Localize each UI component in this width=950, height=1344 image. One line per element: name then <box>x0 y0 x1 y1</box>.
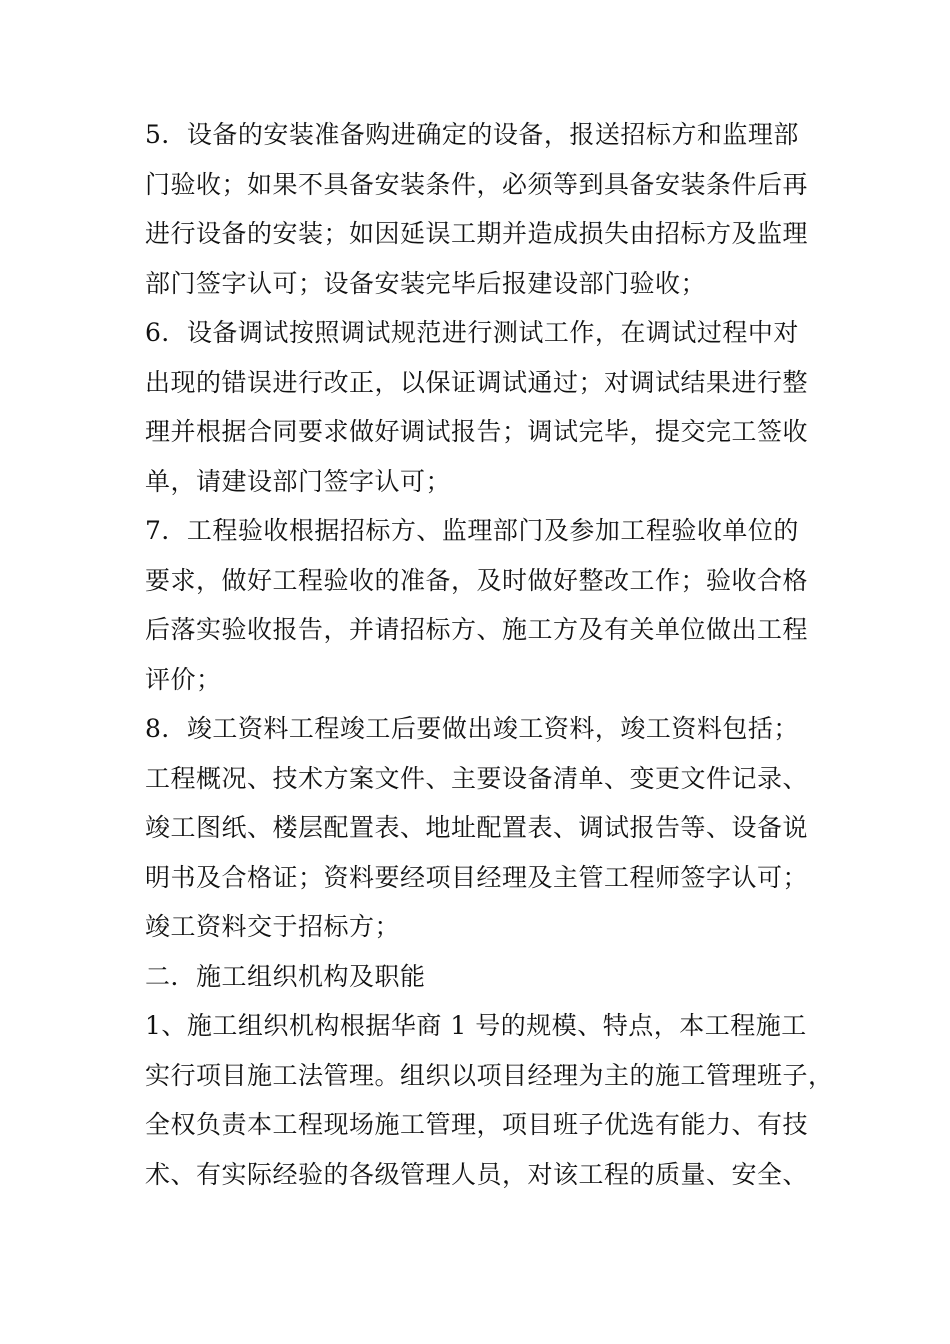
text-line: 理并根据合同要求做好调试报告；调试完毕，提交完工签收 <box>145 417 809 446</box>
text-line: 部门签字认可；设备安装完毕后报建设部门验收； <box>145 269 707 298</box>
text-line: 后落实验收报告，并请招标方、施工方及有关单位做出工程 <box>145 615 809 644</box>
text-line: 8．竣工资料工程竣工后要做出竣工资料，竣工资料包括； <box>145 714 799 743</box>
text-line: 6．设备调试按照调试规范进行测试工作，在调试过程中对 <box>145 318 799 347</box>
text-line: 进行设备的安装；如因延误工期并造成损失由招标方及监理 <box>145 219 809 248</box>
text-line: 1、施工组织机构根据华商 1 号的规模、特点，本工程施工 <box>145 1011 807 1040</box>
text-line: 竣工资料交于招标方； <box>145 912 401 941</box>
text-line: 明书及合格证；资料要经项目经理及主管工程师签字认可； <box>145 863 809 892</box>
text-line: 单，请建设部门签字认可； <box>145 467 452 496</box>
text-line: 要求，做好工程验收的准备，及时做好整改工作；验收合格 <box>145 566 809 595</box>
text-line: 工程概况、技术方案文件、主要设备清单、变更文件记录、 <box>145 764 809 793</box>
text-line: 术、有实际经验的各级管理人员，对该工程的质量、安全、 <box>145 1160 809 1189</box>
section-heading: 二．施工组织机构及职能 <box>145 962 426 991</box>
text-line: 评价； <box>145 665 222 694</box>
text-line: 竣工图纸、楼层配置表、地址配置表、调试报告等、设备说 <box>145 813 809 842</box>
text-line: 门验收；如果不具备安装条件，必须等到具备安装条件后再 <box>145 170 809 199</box>
text-line: 实行项目施工法管理。组织以项目经理为主的施工管理班子， <box>145 1061 834 1090</box>
text-line: 全权负责本工程现场施工管理，项目班子优选有能力、有技 <box>145 1110 809 1139</box>
text-line: 5．设备的安装准备购进确定的设备，报送招标方和监理部 <box>145 120 799 149</box>
text-line: 出现的错误进行改正，以保证调试通过；对调试结果进行整 <box>145 368 809 397</box>
text-line: 7．工程验收根据招标方、监理部门及参加工程验收单位的 <box>145 516 799 545</box>
